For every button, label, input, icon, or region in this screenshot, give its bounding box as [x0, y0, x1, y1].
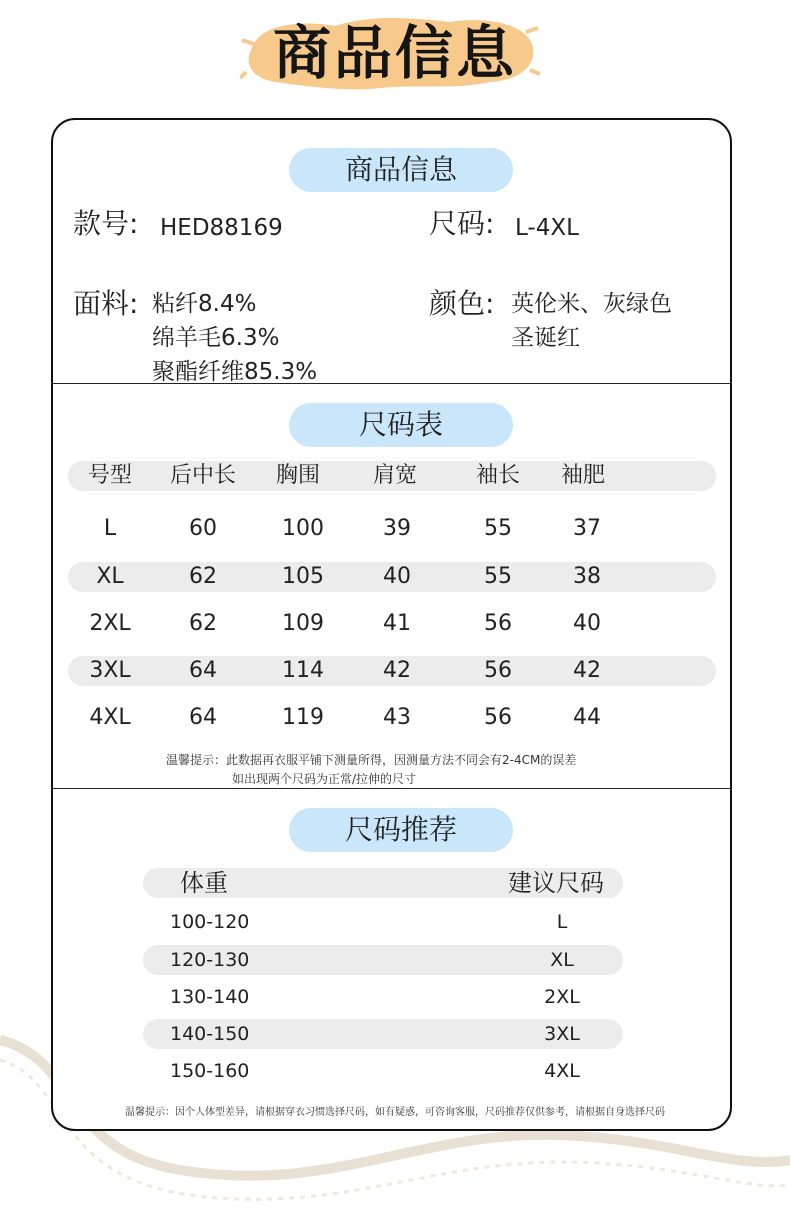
- recommend-size-cell: XL: [550, 949, 574, 971]
- recommend-weight-cell: 120-130: [170, 949, 250, 971]
- size-table-header-chest: 胸围: [275, 463, 320, 488]
- size-table-header-sleeve: 袖长: [475, 463, 520, 488]
- size-range-label: 尺码:: [429, 207, 495, 240]
- style-number-label: 款号:: [73, 207, 139, 240]
- size-table-note-line-2: 如出现两个尺码为正常/拉伸的尺寸: [232, 772, 417, 786]
- table-cell: 109: [282, 611, 324, 636]
- table-cell: 39: [383, 516, 411, 541]
- color-label: 颜色:: [429, 287, 495, 320]
- table-cell: 41: [383, 611, 411, 636]
- table-cell: 56: [484, 611, 512, 636]
- section-divider: [51, 788, 732, 789]
- recommend-weight-cell: 150-160: [170, 1060, 250, 1082]
- table-cell: XL: [96, 564, 124, 589]
- fabric-line-3: 聚酯纤维85.3%: [152, 359, 318, 385]
- table-cell: 100: [282, 516, 324, 541]
- size-table-header-size: 号型: [87, 463, 132, 488]
- product-info-pill: 商品信息: [289, 148, 513, 192]
- table-cell: 60: [189, 516, 217, 541]
- table-cell: 56: [484, 658, 512, 683]
- table-cell: 64: [189, 705, 217, 730]
- size-table-note-line-1: 温馨提示：此数据再衣服平铺下测量所得，因测量方法不同会有2-4CM的误差: [166, 753, 577, 767]
- size-table-header-shoulder: 肩宽: [372, 463, 417, 488]
- table-cell: 56: [484, 705, 512, 730]
- table-cell: 55: [484, 564, 512, 589]
- table-cell: 62: [189, 611, 217, 636]
- recommend-footer-note: 温馨提示：因个人体型差异，请根据穿衣习惯选择尺码，如有疑惑，可咨询客服，尺码推荐仅供参考，请根据自身选择尺码: [125, 1107, 665, 1118]
- table-cell: 4XL: [89, 705, 131, 730]
- size-table-header-bicep: 袖肥: [560, 463, 605, 488]
- table-cell: L: [103, 516, 117, 541]
- table-cell: 42: [573, 658, 601, 683]
- table-cell: 40: [383, 564, 411, 589]
- table-cell: 37: [573, 516, 601, 541]
- table-cell: 114: [282, 658, 324, 683]
- recommend-weight-cell: 140-150: [170, 1023, 250, 1045]
- table-cell: 42: [383, 658, 411, 683]
- recommend-size-cell: 2XL: [544, 986, 580, 1008]
- table-cell: 105: [282, 564, 324, 589]
- table-cell: 43: [383, 705, 411, 730]
- recommend-header-size: 建议尺码: [508, 869, 604, 897]
- style-number-value: HED88169: [160, 215, 283, 241]
- color-line-2: 圣诞红: [511, 325, 580, 351]
- size-table-pill: 尺码表: [289, 403, 513, 447]
- table-cell: 55: [484, 516, 512, 541]
- table-cell: 44: [573, 705, 601, 730]
- recommend-weight-cell: 100-120: [170, 911, 250, 933]
- page-title: 商品信息: [272, 19, 517, 87]
- table-cell: 3XL: [89, 658, 131, 683]
- fabric-line-2: 绵羊毛6.3%: [152, 325, 280, 351]
- table-cell: 64: [189, 658, 217, 683]
- recommend-weight-cell: 130-140: [170, 986, 250, 1008]
- size-recommend-pill: 尺码推荐: [289, 808, 513, 852]
- size-table-header-length: 后中长: [169, 463, 236, 488]
- fabric-label: 面料:: [73, 287, 139, 320]
- table-cell: 62: [189, 564, 217, 589]
- fabric-line-1: 粘纤8.4%: [152, 291, 257, 317]
- table-cell: 38: [573, 564, 601, 589]
- section-divider: [51, 383, 732, 384]
- recommend-header-weight: 体重: [180, 869, 228, 897]
- table-cell: 2XL: [89, 611, 131, 636]
- table-cell: 40: [573, 611, 601, 636]
- page-title-area: [0, 0, 790, 110]
- color-line-1: 英伦米、灰绿色: [511, 291, 672, 317]
- size-range-value: L-4XL: [515, 215, 579, 241]
- recommend-size-cell: L: [556, 911, 568, 933]
- table-cell: 119: [282, 705, 324, 730]
- recommend-size-cell: 3XL: [544, 1023, 580, 1045]
- recommend-size-cell: 4XL: [544, 1060, 580, 1082]
